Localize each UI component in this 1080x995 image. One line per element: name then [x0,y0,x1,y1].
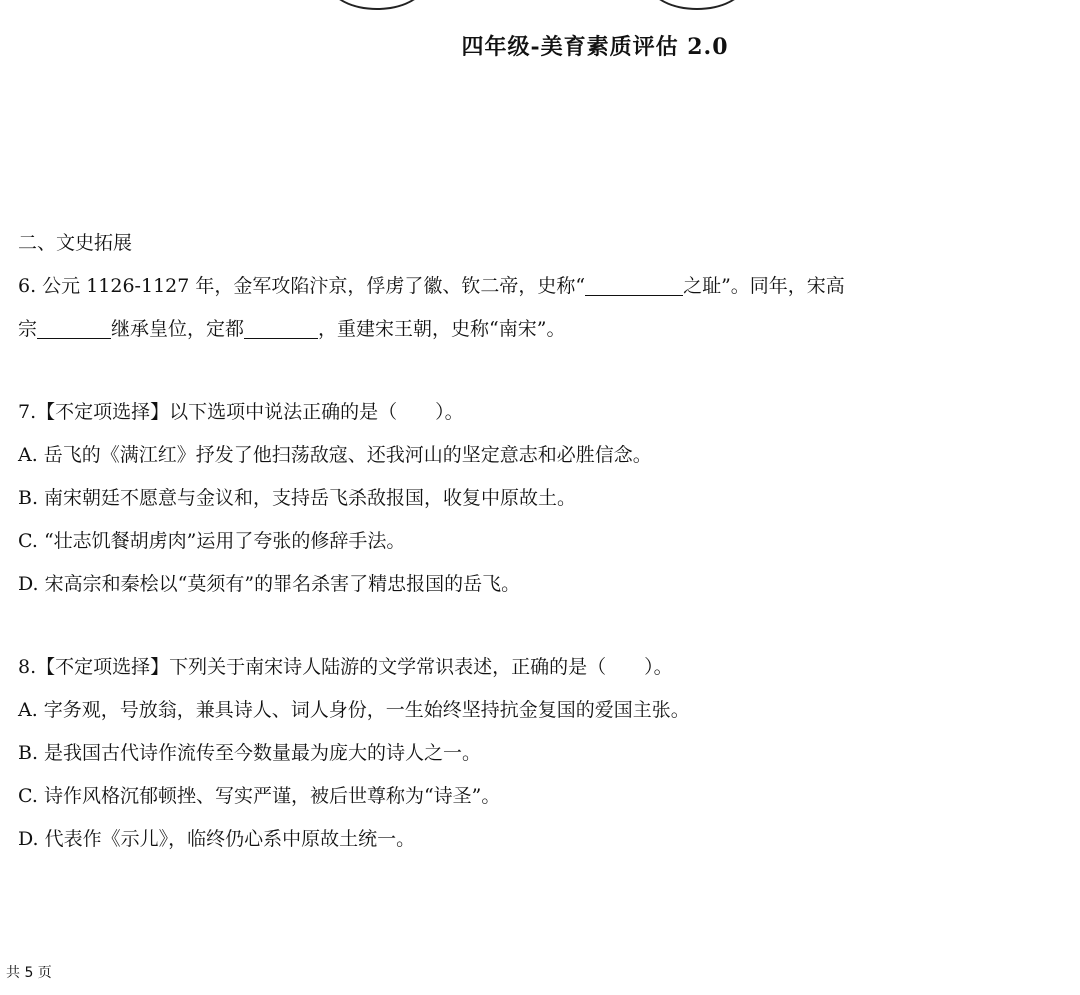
answer-blank-3[interactable] [244,316,318,339]
page-count: 共 5 页 [6,965,52,981]
document-body [18,222,1058,861]
question-6-text-e: ，重建宋王朝，史称“南宋”。 [318,318,566,340]
question-7-option-d[interactable]: D. 宋高宗和秦桧以“莫须有”的罪名杀害了精忠报国的岳飞。 [18,573,521,595]
question-8-stem: 8.【不定项选择】下列关于南宋诗人陆游的文学常识表述，正确的是（ ）。 [18,656,673,678]
question-6-text-c: 宗 [18,318,38,340]
answer-blank-1[interactable] [585,273,683,296]
question-7-option-b[interactable]: B. 南宋朝廷不愿意与金议和，支持岳飞杀敌报国，收复中原故土。 [18,487,577,509]
question-8-option-c[interactable]: C. 诗作风格沉郁顿挫、写实严谨，被后世尊称为“诗圣”。 [18,785,501,807]
question-6-text-b: 之耻”。同年，宋高 [683,275,845,297]
question-7-stem: 7.【不定项选择】以下选项中说法正确的是（ ）。 [18,401,464,423]
question-8-option-a[interactable]: A. 字务观，号放翁，兼具诗人、词人身份，一生始终坚持抗金复国的爱国主张。 [18,699,690,721]
question-6-text-d: 继承皇位，定都 [111,318,245,340]
header-decoration-right [650,0,744,10]
question-8-option-d[interactable]: D. 代表作《示儿》，临终仍心系中原故土统一。 [18,828,416,850]
answer-blank-2[interactable] [37,316,111,339]
question-7-option-a[interactable]: A. 岳飞的《满江红》抒发了他扫荡敌寇、还我河山的坚定意志和必胜信念。 [18,444,652,466]
question-6-text-a: 6. 公元 1126-1127 年，金军攻陷汴京，俘虏了徽、钦二帝，史称“ [18,275,586,297]
question-6-line-1 [18,265,1058,308]
question-6-line-2 [18,308,1058,351]
header-decoration-left [330,0,424,10]
page-title: 四年级-美育素质评估 2.0 [461,34,729,60]
question-7-option-c[interactable]: C. “壮志饥餐胡虏肉”运用了夸张的修辞手法。 [18,530,406,552]
question-8-option-b[interactable]: B. 是我国古代诗作流传至今数量最为庞大的诗人之一。 [18,742,482,764]
section-heading: 二、文史拓展 [18,232,133,254]
